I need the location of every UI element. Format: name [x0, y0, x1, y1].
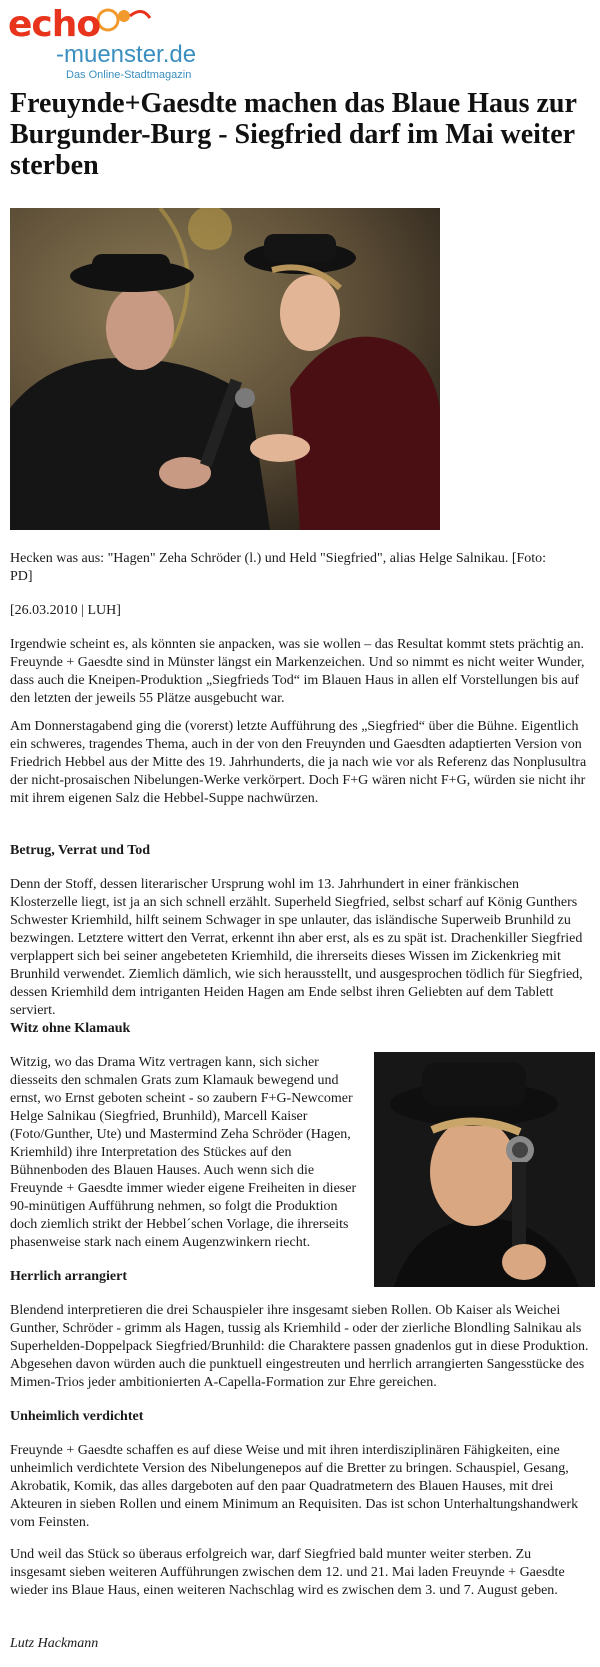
subheading-betrug: Betrug, Verrat und Tod: [10, 843, 151, 858]
paragraph-1: Irgendwie scheint es, als könnten sie anpacken, was sie wollen – das Resultat kommt stets prächtig an. Freuynde + Gaesdte sind in Münster längst ein Markenzeichen. Und so nimmt es nicht weiter Wunder, dass auch die Kneipen-Produktion „Siegfrieds Tod“ im Blauen Haus in allen elf Vorstellungen bis auf den letzten der jeweils 55 Plätze ausgebucht war.: [10, 637, 585, 706]
logo-swirl-icon: [94, 6, 154, 36]
site-logo[interactable]: [8, 4, 208, 82]
paragraph-4: Witzig, wo das Drama Witz vertragen kann, sich sicher diesseits den schmalen Grats zum Klamauk bewegend und ernst, wo Ernst geboten scheint - so zaubern F+G-Newcomer Helge Salnikau (Siegfried, Brunhild), Marcell Kaiser (Foto/Gunther, Ute) und Mastermind Zeha Schröder (Hagen, Kriemhild) ihre Interpretation des Stückes auf den Bühnenboden des Blauen Hauses. Auch wenn sich die Freuynde + Gaesdte immer wieder eigene Freiheiten in dieser 90-minütigen Aufführung nehmen, so folgt die Produktion doch ziemlich strikt der Hebbel´schen Vorlage, die ihrerseits phasenweise stark nach einem Augenzwinkern riecht.: [10, 1055, 357, 1250]
paragraph-2: Am Donnerstagabend ging die (vorerst) letzte Aufführung des „Siegfried“ über die Bühne. Eigentlich ein schweres, tragendes Thema, auch in der von den Freuynden und Gaesdten adaptierten Version von Friedrich Hebbel aus der Mitte des 19. Jahrhunderts, die ja nach wie vor als Referenz das Nonplusultra der nicht-prosaischen Nibelungen-Werke verkörpert. Doch F+G wären nicht F+G, würden sie nicht ihr mit ihrem eigenen Salz die Hebbel-Suppe nachwürzen.: [10, 719, 587, 806]
paragraph-3: Denn der Stoff, dessen literarischer Ursprung wohl im 13. Jahrhundert in einer fränkischen Klosterzelle liegt, ist ja an sich schnell erzählt. Superheld Siegfried, selbst scharf auf König Gunthers Schwester Kriemhild, hilft seinem Schwager in spe unlauter, das isländische Superweib Brunhild zu bezwingen. Letztere wittert den Verrat, erkennt ihn aber erst, als es zu spät ist. Drachenkiller Siegfried verplappert sich bei seiner angebeteten Kriemhild, die ihrerseits dieses Wissen im Zickenkrieg mit Brunhild verwendet. Ziemlich dämlich, wie sich herausstellt, und ausgesprochen tödlich für Siegfried, dessen Kriemhild dem intriganten Heiden Hagen am Ende selbst ihren Geliebten auf dem Tablett serviert.: [10, 877, 583, 1018]
logo-tagline: Das Online-Stadtmagazin: [66, 69, 192, 81]
paragraph-6: Freuynde + Gaesdte schaffen es auf diese Weise und mit ihren interdisziplinären Fähigkeiten, eine unheimlich verdichtete Version des Nibelungenepos auf die Bretter zu bringen. Schauspiel, Gesang, Akrobatik, Komik, das alles dargeboten auf den paar Quadratmetern des Blauen Hauses, mit drei Akteuren in sieben Rollen und einem Minimum an Requisiten. Das ist schon Unterhaltungshandwerk vom Feinsten.: [10, 1443, 579, 1530]
photo-caption: Hecken was aus: "Hagen" Zeha Schröder (l.) und Held "Siegfried", alias Helge Salnikau. [Foto: PD]: [10, 551, 547, 584]
subheading-herrlich: Herrlich arrangiert: [10, 1269, 128, 1284]
dateline: [26.03.2010 | LUH]: [10, 603, 121, 618]
actor-photo: [374, 1052, 595, 1287]
paragraph-7: Und weil das Stück so überaus erfolgreich war, darf Siegfried bald munter weiter sterben. Zu insgesamt sieben weiteren Aufführungen zwischen dem 12. und 21. Mai laden Freuynde + Gaesdte wieder ins Blaue Haus, einen weiteren Nachschlag wird es zwischen dem 3. und 7. August geben.: [10, 1547, 565, 1598]
subheading-unheimlich: Unheimlich verdichtet: [10, 1409, 144, 1424]
logo-domain: -muenster.de: [56, 41, 197, 68]
logo-word: echo: [8, 4, 101, 45]
article-photo: [10, 208, 440, 530]
article-title: Freuynde+Gaesdte machen das Blaue Haus zur Burgunder-Burg - Siegfried darf im Mai weiter sterben: [10, 88, 577, 181]
subheading-witz: Witz ohne Klamauk: [10, 1021, 131, 1036]
author: Lutz Hackmann: [10, 1636, 99, 1651]
paragraph-5: Blendend interpretieren die drei Schauspieler ihre insgesamt sieben Rollen. Ob Kaiser als Weichei Gunther, Schröder - grimm als Hagen, tussig als Kriemhild - oder der zierliche Blondling Salnikau als Superhelden-Doppelpack Siegfried/Brunhild: die Charaktere passen gnadenlos gut in diese Produktion. Abgesehen davon würden auch die punktuell eingestreuten und herrlich arrangierten Sangesstücke des Mimen-Trios jeder ambitionierten A-Capella-Formation zur Ehre gereichen.: [10, 1303, 589, 1390]
